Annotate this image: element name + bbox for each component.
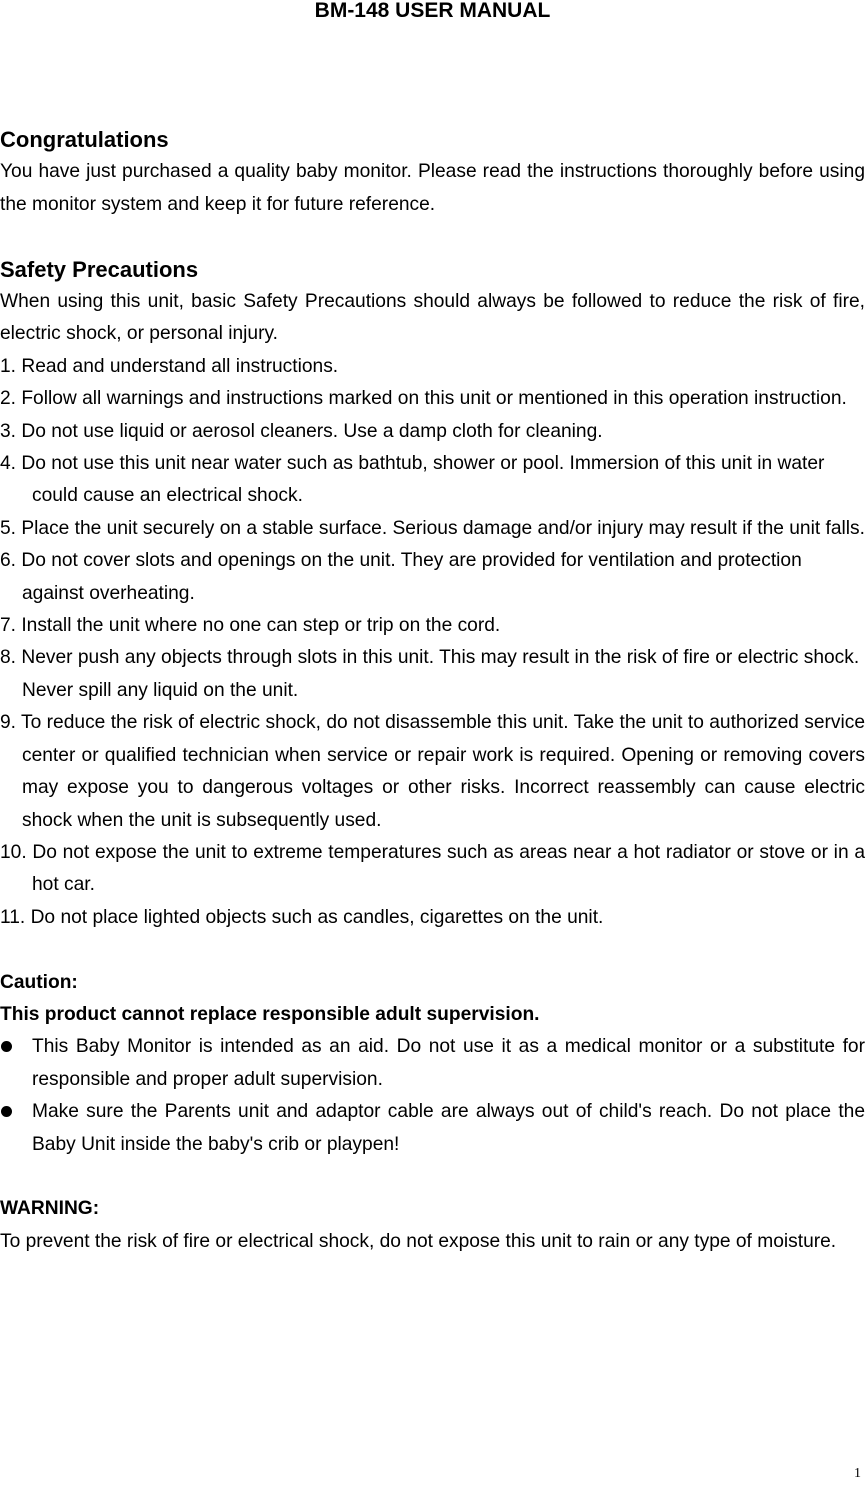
safety-item-1: 1. Read and understand all instructions. xyxy=(0,355,339,377)
bullet-dot-icon xyxy=(0,1096,32,1161)
caution-heading: Caution: xyxy=(0,971,78,993)
safety-item-9: 9. To reduce the risk of electric shock, do not disassemble this unit. Take the unit to authorized service center or qualified technician when service or repair work is required. Opening or removing covers may expose you to dangerous voltages or other risks. Incorrect reassembly can cause electric shock when the unit is subsequently used. xyxy=(0,712,865,831)
bullet-dot-icon xyxy=(0,1031,32,1096)
congratulations-text: You have just purchased a quality baby monitor. Please read the instructions thoroughly before using the monitor system and keep it for future reference. xyxy=(0,161,865,215)
congratulations-heading: Congratulations xyxy=(0,127,169,152)
caution-bullet xyxy=(0,1031,865,1096)
caution-bullet-text: Make sure the Parents unit and adaptor cable are always out of child's reach. Do not place the Baby Unit inside the baby's crib or playpen! xyxy=(32,1101,865,1155)
caution-bullet-text: This Baby Monitor is intended as an aid. Do not use it as a medical monitor or a substitute for responsible and proper adult supervision. xyxy=(32,1036,865,1090)
safety-item-3: 3. Do not use liquid or aerosol cleaners. Use a damp cloth for cleaning. xyxy=(0,420,603,442)
caution-bullet xyxy=(0,1096,865,1161)
safety-item-11: 11. Do not place lighted objects such as candles, cigarettes on the unit. xyxy=(0,906,604,928)
warning-text: To prevent the risk of fire or electrical shock, do not expose this unit to rain or any type of moisture. xyxy=(0,1230,837,1252)
safety-item-7: 7. Install the unit where no one can step or trip on the cord. xyxy=(0,615,501,637)
page-number: 1 xyxy=(854,1466,861,1481)
safety-item-8: 8. Never push any objects through slots in this unit. This may result in the risk of fire or electric shock. Never spill any liquid on the unit. xyxy=(0,647,860,701)
safety-item-6: 6. Do not cover slots and openings on the unit. They are provided for ventilation and protection against overheating. xyxy=(0,550,802,604)
safety-intro: When using this unit, basic Safety Precautions should always be followed to reduce the risk of fire, electric shock, or personal injury. xyxy=(0,291,865,345)
safety-item-10: 10. Do not expose the unit to extreme temperatures such as areas near a hot radiator or stove or in a hot car. xyxy=(0,841,865,896)
document-body xyxy=(0,124,865,1258)
safety-item-5: 5. Place the unit securely on a stable surface. Serious damage and/or injury may result if the unit falls. xyxy=(0,517,865,539)
caution-subheading: This product cannot replace responsible adult supervision. xyxy=(0,1003,540,1025)
warning-heading: WARNING: xyxy=(0,1198,100,1220)
safety-heading: Safety Precautions xyxy=(0,256,199,282)
safety-item-4: 4. Do not use this unit near water such as bathtub, shower or pool. Immersion of this unit in water could cause an electrical shock. xyxy=(0,453,825,507)
document-title: BM-148 USER MANUAL xyxy=(314,0,551,22)
safety-item-2: 2. Follow all warnings and instructions marked on this unit or mentioned in this operation instruction. xyxy=(0,388,847,410)
